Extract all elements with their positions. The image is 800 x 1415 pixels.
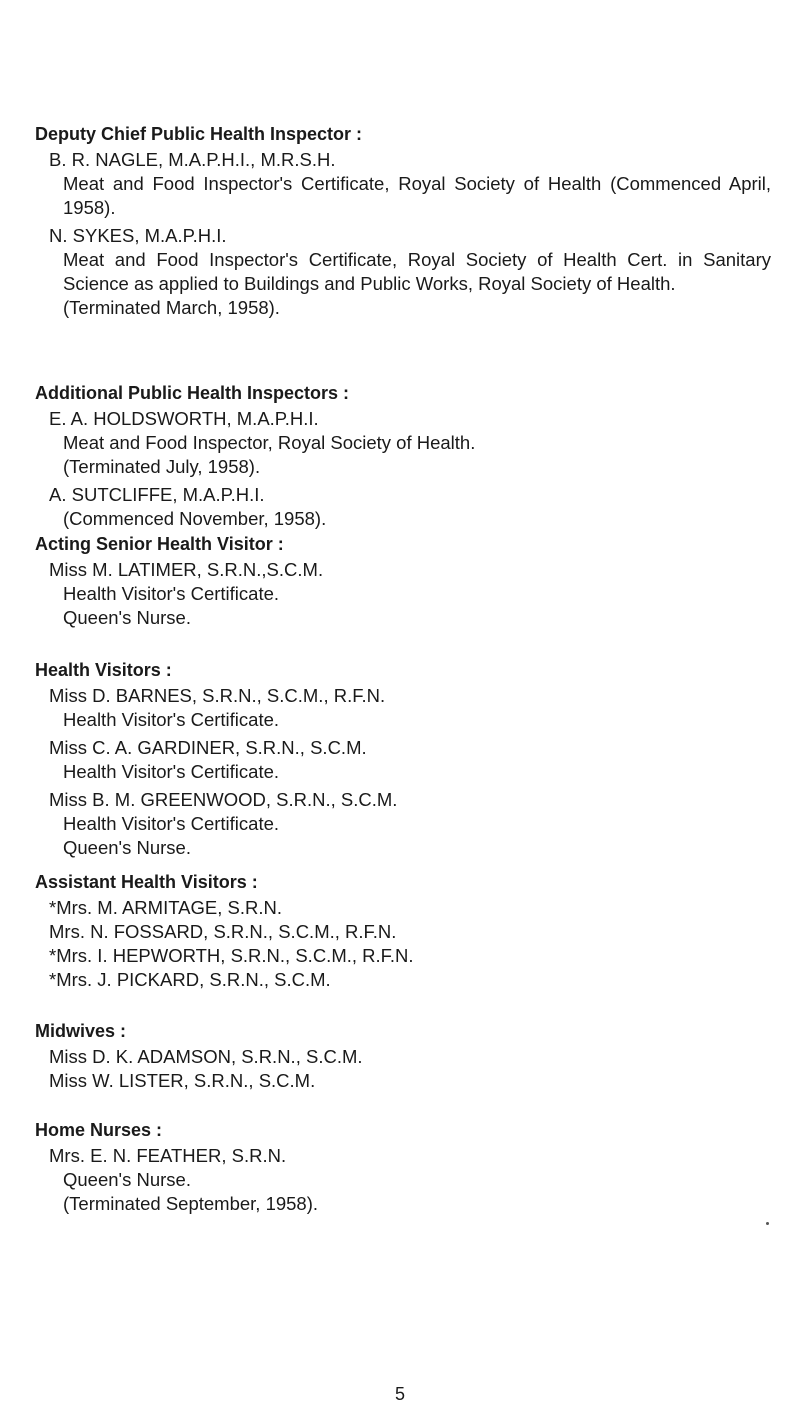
staff-entry <box>35 684 775 732</box>
staff-name: Miss B. M. GREENWOOD, S.R.N., S.C.M. <box>49 789 398 810</box>
staff-name: *Mrs. I. HEPWORTH, S.R.N., S.C.M., R.F.N. <box>49 945 414 966</box>
section-heading: Assistant Health Visitors : <box>35 872 258 892</box>
staff-detail: Meat and Food Inspector, Royal Society of Health. <box>63 432 476 453</box>
section-heading: Health Visitors : <box>35 660 172 680</box>
staff-name: *Mrs. J. PICKARD, S.R.N., S.C.M. <box>49 969 331 990</box>
staff-name: A. SUTCLIFFE, M.A.P.H.I. <box>49 484 265 505</box>
staff-detail: (Commenced November, 1958). <box>63 508 327 529</box>
staff-entry <box>35 736 775 784</box>
section-home-nurses <box>35 1118 775 1220</box>
staff-name: B. R. NAGLE, M.A.P.H.I., M.R.S.H. <box>49 149 336 170</box>
section-acting-senior-health-visitor <box>35 532 775 634</box>
section-additional-inspectors <box>35 381 775 535</box>
staff-detail: (Terminated March, 1958). <box>63 297 280 318</box>
staff-name: E. A. HOLDSWORTH, M.A.P.H.I. <box>49 408 319 429</box>
staff-entry <box>35 788 775 860</box>
section-heading: Acting Senior Health Visitor : <box>35 534 284 554</box>
staff-name: Miss C. A. GARDINER, S.R.N., S.C.M. <box>49 737 367 758</box>
staff-name: Mrs. E. N. FEATHER, S.R.N. <box>49 1145 287 1166</box>
staff-detail: Queen's Nurse. <box>63 837 191 858</box>
staff-detail: Queen's Nurse. <box>63 1169 191 1190</box>
section-heading: Home Nurses : <box>35 1120 163 1140</box>
staff-name: Miss W. LISTER, S.R.N., S.C.M. <box>49 1070 316 1091</box>
staff-entry <box>35 224 775 320</box>
staff-name: Mrs. N. FOSSARD, S.R.N., S.C.M., R.F.N. <box>49 921 397 942</box>
section-health-visitors <box>35 658 775 864</box>
section-midwives <box>35 1019 775 1093</box>
staff-entry <box>35 558 775 630</box>
section-heading: Midwives : <box>35 1021 127 1041</box>
staff-detail: Health Visitor's Certificate. <box>63 583 280 604</box>
staff-detail: (Terminated July, 1958). <box>63 456 261 477</box>
staff-detail: Meat and Food Inspector's Certificate, Royal Society of Health Cert. in Sanitary Science as applied to Buildings and Public Works, Royal Society of Health. <box>63 249 771 294</box>
staff-entry <box>35 1144 775 1216</box>
staff-name: N. SYKES, M.A.P.H.I. <box>49 225 227 246</box>
staff-detail: Health Visitor's Certificate. <box>63 813 280 834</box>
staff-detail: Health Visitor's Certificate. <box>63 709 280 730</box>
staff-detail: Queen's Nurse. <box>63 607 191 628</box>
staff-detail: Meat and Food Inspector's Certificate, Royal Society of Health (Commenced April, 1958). <box>63 173 771 218</box>
page-number: 5 <box>394 1384 405 1404</box>
staff-name: *Mrs. M. ARMITAGE, S.R.N. <box>49 897 282 918</box>
section-heading: Additional Public Health Inspectors : <box>35 383 350 403</box>
staff-detail: (Terminated September, 1958). <box>63 1193 319 1214</box>
print-speck <box>766 1222 769 1225</box>
section-heading: Deputy Chief Public Health Inspector : <box>35 124 363 144</box>
staff-entry <box>35 148 775 220</box>
staff-entry <box>35 483 775 531</box>
staff-entry <box>35 407 775 479</box>
section-assistant-health-visitors <box>35 870 775 992</box>
staff-name: Miss M. LATIMER, S.R.N.,S.C.M. <box>49 559 324 580</box>
staff-detail: Health Visitor's Certificate. <box>63 761 280 782</box>
section-deputy-chief-inspector <box>35 122 775 324</box>
staff-name: Miss D. K. ADAMSON, S.R.N., S.C.M. <box>49 1046 363 1067</box>
staff-name: Miss D. BARNES, S.R.N., S.C.M., R.F.N. <box>49 685 386 706</box>
